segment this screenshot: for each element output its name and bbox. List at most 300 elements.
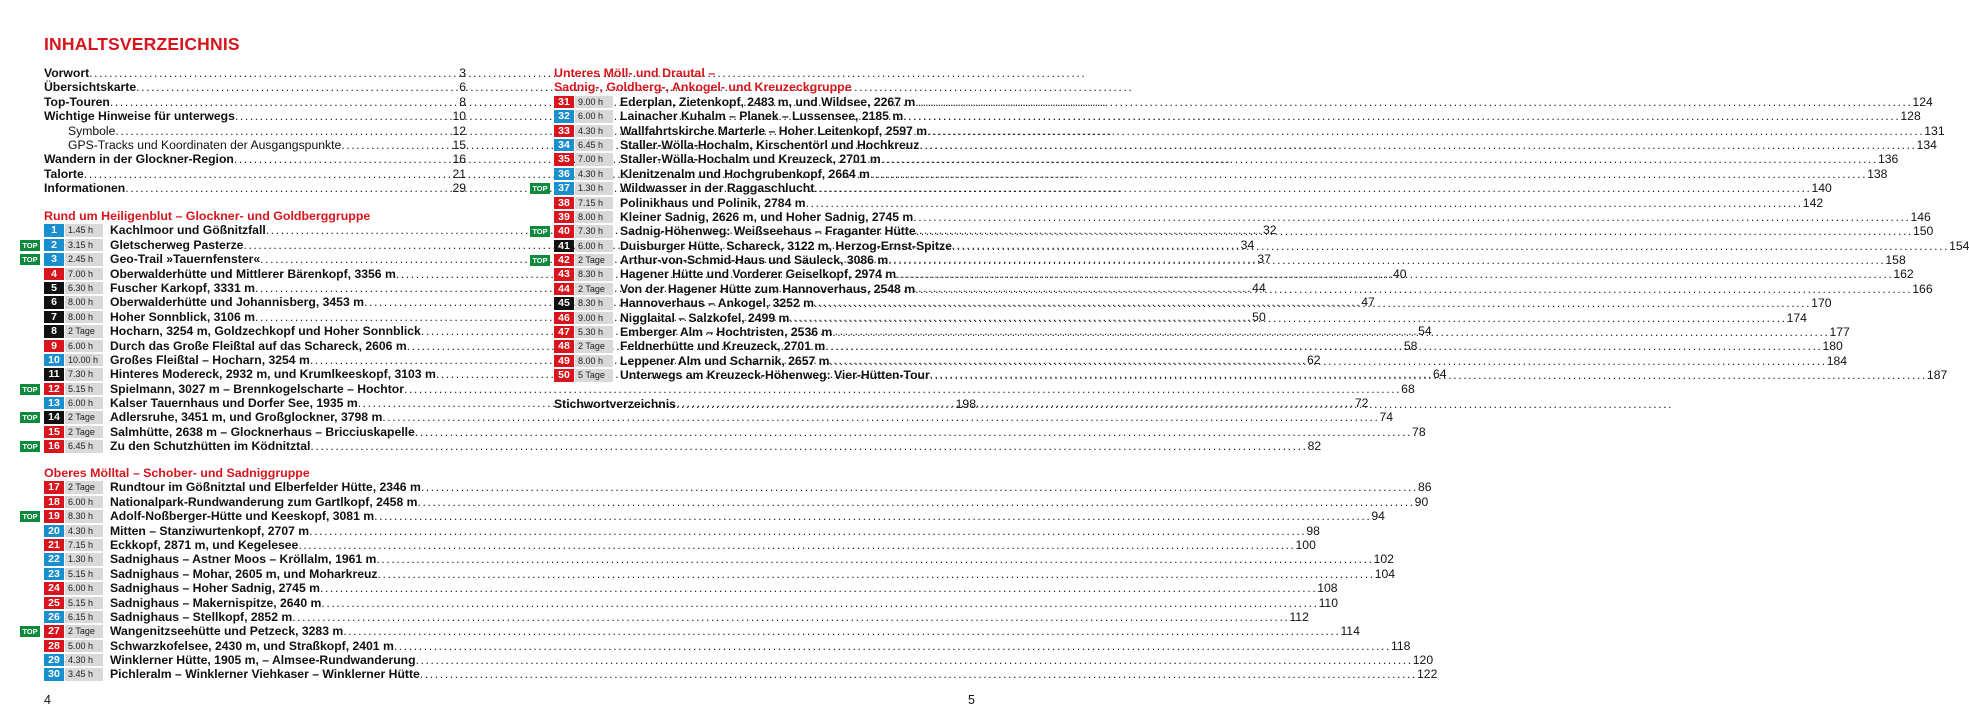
dot-leader [136, 80, 459, 94]
tour-title: Sadnighaus – Mohar, 2605 m, und Moharkreuz [110, 566, 378, 581]
tour-leader [620, 181, 1832, 195]
tour-duration: 6.30 h [65, 282, 103, 294]
toc-entry-title: Übersichtskarte [44, 80, 137, 95]
tour-page: 100 [1295, 537, 1316, 552]
tour-page: 78 [1412, 424, 1426, 439]
tour-title: Mitten – Stanziwurtenkopf, 2707 m [110, 523, 310, 538]
tour-duration: 7.30 h [65, 368, 103, 380]
tour-number-badge: 45 [554, 297, 574, 309]
tour-page: 122 [1417, 667, 1438, 682]
tour-duration: 5.15 h [65, 568, 103, 580]
tour-title: Sadnighaus – Makernispitze, 2640 m [110, 595, 322, 610]
dot-leader [110, 95, 459, 109]
tour-number-badge: 33 [554, 125, 574, 137]
tour-title: Wangenitzseehütte und Petzeck, 3283 m [110, 624, 344, 639]
tour-number-badge: 27 [44, 625, 64, 637]
tour-number-badge: 16 [44, 440, 64, 452]
dot-leader [903, 109, 1900, 123]
tour-leader [110, 596, 1338, 610]
tour-page: 72 [1354, 396, 1369, 411]
tour-entry[interactable] [44, 480, 1432, 495]
dot-leader [676, 397, 956, 411]
tour-duration: 4.30 h [65, 525, 103, 537]
toc-entry-page: 6 [459, 80, 466, 95]
tour-title: Kalser Tauernhaus und Dorfer See, 1935 m [110, 396, 358, 411]
toc-entry-title: Symbole [68, 123, 116, 138]
tour-title: Feldnerhütte und Kreuzeck, 2701 m [620, 339, 826, 354]
dot-leader [915, 95, 1912, 109]
dot-leader [832, 325, 1829, 339]
toc-entry[interactable] [44, 124, 466, 138]
tour-leader [620, 152, 1898, 166]
tour-page: 108 [1317, 581, 1338, 596]
tour-title: Oberwalderhütte und Mittlerer Bärenkopf, 3356 m [110, 266, 396, 281]
tour-page: 187 [1926, 368, 1948, 383]
tour-number-badge: 6 [44, 296, 64, 308]
tour-page: 74 [1379, 410, 1394, 425]
tour-duration: 7.30 h [575, 225, 613, 237]
tour-title: Spielmann, 3027 m – Brennkogelscharte – Hochtor [110, 381, 404, 396]
toc-entry-page: 8 [459, 94, 466, 109]
tour-duration: 6.45 h [65, 440, 103, 452]
tour-number-badge: 5 [44, 282, 64, 294]
tour-duration: 7.00 h [65, 268, 103, 280]
tour-duration: 1.30 h [575, 182, 613, 194]
dot-leader [125, 181, 452, 195]
tour-entry[interactable] [44, 552, 1394, 567]
dot-leader [234, 152, 453, 166]
dot-leader [292, 610, 1289, 624]
tour-page: 166 [1912, 281, 1933, 296]
tour-entry[interactable] [22, 509, 1385, 524]
tour-duration: 5 Tage [575, 369, 613, 381]
tour-leader [110, 439, 1321, 453]
tour-leader [620, 138, 1937, 152]
toc-entry[interactable] [44, 109, 466, 123]
tour-page: 110 [1318, 595, 1338, 610]
tour-page: 154 [1949, 238, 1969, 253]
tour-number-badge: 43 [554, 268, 574, 280]
tour-title: Klenitzenalm und Hochgrubenkopf, 2664 m [620, 166, 870, 181]
tour-entry[interactable] [44, 609, 1309, 624]
tour-number-badge: 50 [554, 369, 574, 381]
tour-page: 44 [1252, 280, 1266, 295]
tour-title: Gletscherweg Pasterze [110, 237, 244, 252]
tour-title: Sadnig-Höhenweg: Weißseehaus – Fraganter Hütte [620, 224, 916, 239]
tour-number-badge: 36 [554, 168, 574, 180]
tour-page: 58 [1403, 338, 1418, 353]
tour-number-badge: 13 [44, 397, 64, 409]
tour-title: Adolf-Noßberger-Hütte und Keeskopf, 3081 m [110, 509, 375, 524]
tour-entry[interactable] [554, 123, 1945, 138]
tour-leader [110, 538, 1316, 552]
top-badge: TOP [530, 226, 550, 237]
dot-leader [341, 138, 452, 152]
tour-entry[interactable] [44, 424, 1426, 439]
tour-page: 162 [1893, 267, 1914, 282]
dot-leader [830, 354, 1827, 368]
tour-leader [620, 210, 1931, 224]
tour-leader [620, 282, 1933, 296]
tour-page: 62 [1307, 352, 1321, 367]
tour-number-badge: 32 [554, 110, 574, 122]
tour-leader [620, 354, 1847, 368]
tour-duration: 4.30 h [575, 125, 613, 137]
section-drautal [532, 66, 1969, 383]
toc-heading: INHALTSVERZEICHNIS [44, 34, 240, 54]
tour-duration: 8.30 h [575, 297, 613, 309]
dot-leader [343, 624, 1340, 638]
section-title: Oberes Mölltal – Schober- und Sadniggruppe [44, 466, 310, 480]
tour-title: Wallfahrtskirche Marterle – Hoher Leitenkopf, 2597 m [620, 123, 928, 138]
tour-duration: 6.00 h [575, 110, 613, 122]
tour-page: 146 [1910, 209, 1931, 224]
tour-title: Durch das Große Fleißtal auf das Schareck, 2606 m [110, 338, 407, 353]
tour-page: 94 [1371, 509, 1385, 524]
tour-entry[interactable] [44, 595, 1338, 610]
tour-title: Von der Hagener Hütte zum Hannoverhaus, 2548 m [620, 281, 916, 296]
tour-title: Hinteres Modereck, 2932 m, und Krumlkeeskopf, 3103 m [110, 367, 436, 382]
dot-leader [916, 224, 1913, 238]
tour-number-badge: 39 [554, 211, 574, 223]
tour-title: Arthur-von-Schmid-Haus und Säuleck, 3086 m [620, 253, 889, 268]
tour-leader [620, 124, 1945, 138]
tour-title: Winklerner Hütte, 1905 m, – Almsee-Rundwanderung [110, 653, 416, 668]
tour-title: Kleiner Sadnig, 2626 m, und Hoher Sadnig, 2745 m [620, 209, 914, 224]
tour-number-badge: 29 [44, 654, 64, 666]
toc-entry-page: 21 [452, 166, 466, 181]
tour-duration: 2 Tage [65, 426, 103, 438]
tour-duration: 2 Tage [575, 340, 613, 352]
tour-title: Nationalpark-Rundwanderung zum Gartlkopf, 2458 m [110, 494, 418, 509]
index-page: 198 [955, 397, 976, 411]
tour-entry[interactable] [554, 137, 1937, 152]
tour-title: Staller-Wölla-Hochalm und Kreuzeck, 2701 m [620, 152, 881, 167]
tour-duration: 6.45 h [575, 139, 613, 151]
tour-number-badge: 46 [554, 312, 574, 324]
tour-number-badge: 15 [44, 426, 64, 438]
toc-entry-page: 29 [452, 181, 466, 196]
tour-title: Hannoverhaus – Ankogel, 3252 m [620, 296, 814, 311]
tour-entry[interactable] [22, 410, 1394, 425]
tour-title: Oberwalderhütte und Johannisberg, 3453 m [110, 295, 364, 310]
dot-leader [416, 653, 1413, 667]
tour-title: Sadnighaus – Stellkopf, 2852 m [110, 609, 293, 624]
tour-duration: 7.15 h [65, 539, 103, 551]
tour-number-badge: 9 [44, 340, 64, 352]
dot-leader [789, 311, 1786, 325]
tour-duration: 2 Tage [65, 625, 103, 637]
tour-entry[interactable] [44, 638, 1411, 653]
top-badge: TOP [530, 183, 550, 194]
toc-entry-title: Informationen [44, 181, 126, 196]
tour-leader [110, 581, 1338, 595]
tour-duration: 7.00 h [575, 153, 613, 165]
tour-duration: 2.45 h [65, 253, 103, 265]
dot-leader [309, 524, 1306, 538]
toc-entry[interactable] [44, 66, 466, 80]
toc-entry-page: 10 [452, 109, 466, 124]
tour-leader [620, 368, 1947, 382]
dot-leader [825, 339, 1822, 353]
dot-leader [310, 439, 1307, 453]
tour-number-badge: 1 [44, 224, 64, 236]
toc-entry-page: 15 [452, 137, 466, 152]
tour-leader [110, 552, 1394, 566]
tour-entry[interactable] [554, 195, 1824, 210]
toc-entry[interactable] [44, 181, 466, 195]
tour-number-badge: 10 [44, 354, 64, 366]
tour-leader [110, 567, 1395, 581]
dot-leader [378, 567, 1375, 581]
top-badge: TOP [20, 412, 40, 423]
tour-page: 90 [1414, 494, 1429, 509]
tour-number-badge: 48 [554, 340, 574, 352]
tour-title: Fuscher Karkopf, 3331 m [110, 280, 255, 295]
tour-entry[interactable] [44, 494, 1429, 509]
top-badge: TOP [20, 441, 40, 452]
page-number-right: 5 [968, 693, 975, 707]
page-number-left: 4 [44, 693, 51, 707]
tour-title: Salmhütte, 2638 m – Glocknerhaus – Bricciuskapelle [110, 424, 415, 439]
tour-entry[interactable] [554, 109, 1921, 124]
dot-leader [321, 596, 1318, 610]
tour-page: 134 [1916, 137, 1937, 152]
dot-leader [915, 282, 1912, 296]
tour-page: 174 [1786, 310, 1807, 325]
tour-duration: 6.00 h [65, 582, 103, 594]
toc-entry-page: 16 [452, 152, 466, 167]
tour-entry[interactable] [22, 439, 1322, 454]
toc-entry[interactable] [44, 152, 466, 166]
tour-page: 177 [1829, 325, 1850, 340]
tour-duration: 4.30 h [575, 168, 613, 180]
tour-title: Hocharn, 3254 m, Goldzechkopf und Hoher Sonnblick [110, 324, 421, 339]
tour-title: Polinikhaus und Polinik, 2784 m [620, 195, 806, 210]
tour-title: Schwarzkofelsee, 2430 m, und Straßkopf, 2401 m [110, 638, 394, 653]
section-title: Sadnig-, Goldberg-, Ankogel- und Kreuzeckgruppe [554, 80, 852, 95]
tour-number-badge: 42 [554, 254, 574, 266]
tour-duration: 5.15 h [65, 597, 103, 609]
tour-number-badge: 23 [44, 568, 64, 580]
dot-leader [382, 410, 1379, 424]
tour-duration: 1.30 h [65, 553, 103, 565]
tour-page: 32 [1262, 223, 1277, 238]
tour-duration: 9.00 h [575, 312, 613, 324]
tour-leader [620, 311, 1807, 325]
tour-entry[interactable] [22, 381, 1415, 396]
tour-number-badge: 19 [44, 510, 64, 522]
tour-page: 124 [1912, 94, 1933, 109]
tour-duration: 3.45 h [65, 668, 103, 680]
tour-number-badge: 12 [44, 383, 64, 395]
tour-page: 82 [1307, 439, 1322, 454]
tour-leader [620, 196, 1823, 210]
dot-leader [376, 552, 1373, 566]
tour-page: 158 [1885, 253, 1906, 268]
tour-duration: 6.15 h [65, 611, 103, 623]
top-badge: TOP [20, 254, 40, 265]
tour-duration: 8.00 h [575, 211, 613, 223]
tour-duration: 8.00 h [65, 296, 103, 308]
tour-page: 114 [1340, 624, 1360, 639]
toc-entry[interactable] [44, 80, 466, 94]
tour-leader [620, 167, 1887, 181]
tour-page: 170 [1811, 296, 1832, 311]
tour-title: Ederplan, Zietenkopf, 2483 m, und Wildsee, 2267 m [620, 94, 916, 109]
top-badge: TOP [20, 384, 40, 395]
tour-entry[interactable] [44, 581, 1338, 596]
tour-leader [110, 495, 1428, 509]
dot-leader [404, 382, 1401, 396]
tour-entry[interactable] [44, 537, 1316, 552]
tour-duration: 2 Tage [65, 325, 103, 337]
tour-number-badge: 24 [44, 582, 64, 594]
tour-number-badge: 2 [44, 239, 64, 251]
tour-entry[interactable] [532, 181, 1832, 196]
tour-title: Leppener Alm und Scharnik, 2657 m [620, 353, 830, 368]
tour-leader [620, 339, 1843, 353]
dot-leader [115, 124, 452, 138]
tour-leader [620, 239, 1969, 253]
tour-leader [620, 253, 1906, 267]
top-badge: TOP [530, 255, 550, 266]
tour-leader [110, 480, 1432, 494]
tour-page: 140 [1811, 181, 1832, 196]
tour-leader [110, 653, 1433, 667]
tour-title: Nigglaital – Salzkofel, 2499 m [620, 310, 790, 325]
tour-duration: 2 Tage [575, 254, 613, 266]
top-badge: TOP [20, 511, 40, 522]
tour-entry[interactable] [44, 667, 1438, 682]
tour-page: 180 [1822, 339, 1843, 354]
tour-entry[interactable] [554, 209, 1931, 224]
tour-entry[interactable] [44, 566, 1396, 581]
tour-page: 104 [1374, 566, 1396, 581]
toc-entry-title: Vorwort [44, 66, 90, 80]
toc-entry[interactable] [44, 95, 466, 109]
tour-duration: 3.15 h [65, 239, 103, 251]
dot-leader [927, 124, 1924, 138]
tour-leader [110, 425, 1426, 439]
tour-page: 34 [1240, 237, 1255, 252]
dot-leader [930, 368, 1927, 382]
tour-title: Hoher Sonnblick, 3106 m [110, 309, 255, 324]
tour-duration: 7.15 h [575, 197, 613, 209]
dot-leader [952, 239, 1949, 253]
tour-entry[interactable] [22, 624, 1360, 639]
dot-leader [888, 253, 1885, 267]
tour-number-badge: 17 [44, 481, 64, 493]
dot-leader [881, 152, 1878, 166]
tour-title: Eckkopf, 2871 m, und Kegelesee [110, 537, 299, 552]
tour-title: Staller-Wölla-Hochalm, Kirschentörl und Hochkreuz [620, 137, 920, 152]
tour-page: 150 [1912, 224, 1934, 239]
tour-page: 50 [1252, 309, 1266, 324]
tour-duration: 6.00 h [65, 397, 103, 409]
tour-duration: 6.00 h [65, 340, 103, 352]
tour-leader [110, 410, 1393, 424]
tour-number-badge: 31 [554, 96, 574, 108]
tour-number-badge: 8 [44, 325, 64, 337]
tour-duration: 6.00 h [65, 496, 103, 508]
section-moelltal [22, 466, 1438, 682]
tour-page: 136 [1877, 152, 1899, 167]
tour-number-badge: 26 [44, 611, 64, 623]
dot-leader [896, 267, 1893, 281]
tour-page: 64 [1433, 367, 1447, 382]
tour-title: Unterwegs am Kreuzeck-Höhenweg: Vier-Hütten-Tour [620, 368, 930, 383]
tour-entry[interactable] [44, 653, 1434, 668]
tour-leader [620, 267, 1914, 281]
tour-number-badge: 14 [44, 411, 64, 423]
tour-duration: 6.00 h [575, 240, 613, 252]
tour-number-badge: 22 [44, 553, 64, 565]
tour-leader [620, 224, 1933, 238]
tour-number-badge: 25 [44, 597, 64, 609]
dot-leader [420, 667, 1417, 681]
toc-entry-title: GPS-Tracks und Koordinaten der Ausgangspunkte [68, 137, 342, 152]
tour-duration: 10.00 h [65, 354, 103, 366]
tour-title: Hagener Hütte und Vorderer Geiselkopf, 2974 m [620, 267, 897, 282]
top-badge: TOP [20, 626, 40, 637]
general-toc [44, 66, 466, 196]
tour-number-badge: 35 [554, 153, 574, 165]
tour-page: 68 [1401, 381, 1415, 396]
tour-title: Lainacher Kuhalm – Planek – Lussensee, 2185 m [620, 109, 904, 124]
tour-duration: 5.00 h [65, 640, 103, 652]
tour-number-badge: 21 [44, 539, 64, 551]
tour-duration: 5.30 h [575, 326, 613, 338]
tour-page: 131 [1924, 123, 1945, 138]
tour-page: 142 [1802, 195, 1824, 210]
tour-leader [110, 382, 1415, 396]
tour-number-badge: 20 [44, 525, 64, 537]
tour-entry[interactable] [554, 94, 1933, 109]
tour-entry[interactable] [554, 281, 1933, 296]
dot-leader [814, 296, 1811, 310]
toc-entry-page: 3 [459, 66, 466, 80]
tour-title: Duisburger Hütte, Schareck, 3122 m, Herzog-Ernst-Spitze [620, 238, 952, 253]
tour-duration: 8.30 h [575, 268, 613, 280]
top-badge: TOP [20, 240, 40, 251]
tour-leader [110, 524, 1320, 538]
tour-page: 118 [1391, 638, 1411, 653]
tour-entry[interactable] [554, 152, 1899, 167]
tour-page: 184 [1826, 353, 1848, 368]
tour-entry[interactable] [44, 523, 1320, 538]
tour-page: 37 [1257, 252, 1271, 267]
toc-entry-page: 12 [452, 123, 466, 138]
dot-leader [84, 167, 453, 181]
tour-title: Zu den Schutzhütten im Ködnitztal [110, 439, 311, 454]
index-entry[interactable] [554, 397, 976, 411]
toc-entry[interactable] [44, 138, 466, 152]
dot-leader [415, 425, 1412, 439]
tour-page: 98 [1306, 523, 1320, 538]
tour-title: Sadnighaus – Hoher Sadnig, 2745 m [110, 581, 320, 596]
tour-number-badge: 47 [554, 326, 574, 338]
tour-entry[interactable] [554, 166, 1888, 181]
tour-leader [110, 624, 1360, 638]
tour-page: 86 [1418, 480, 1432, 495]
tour-number-badge: 40 [554, 225, 574, 237]
tour-number-badge: 44 [554, 283, 574, 295]
tour-duration: 2 Tage [65, 481, 103, 493]
dot-leader [417, 495, 1414, 509]
tour-leader [110, 667, 1437, 681]
toc-entry[interactable] [44, 167, 466, 181]
